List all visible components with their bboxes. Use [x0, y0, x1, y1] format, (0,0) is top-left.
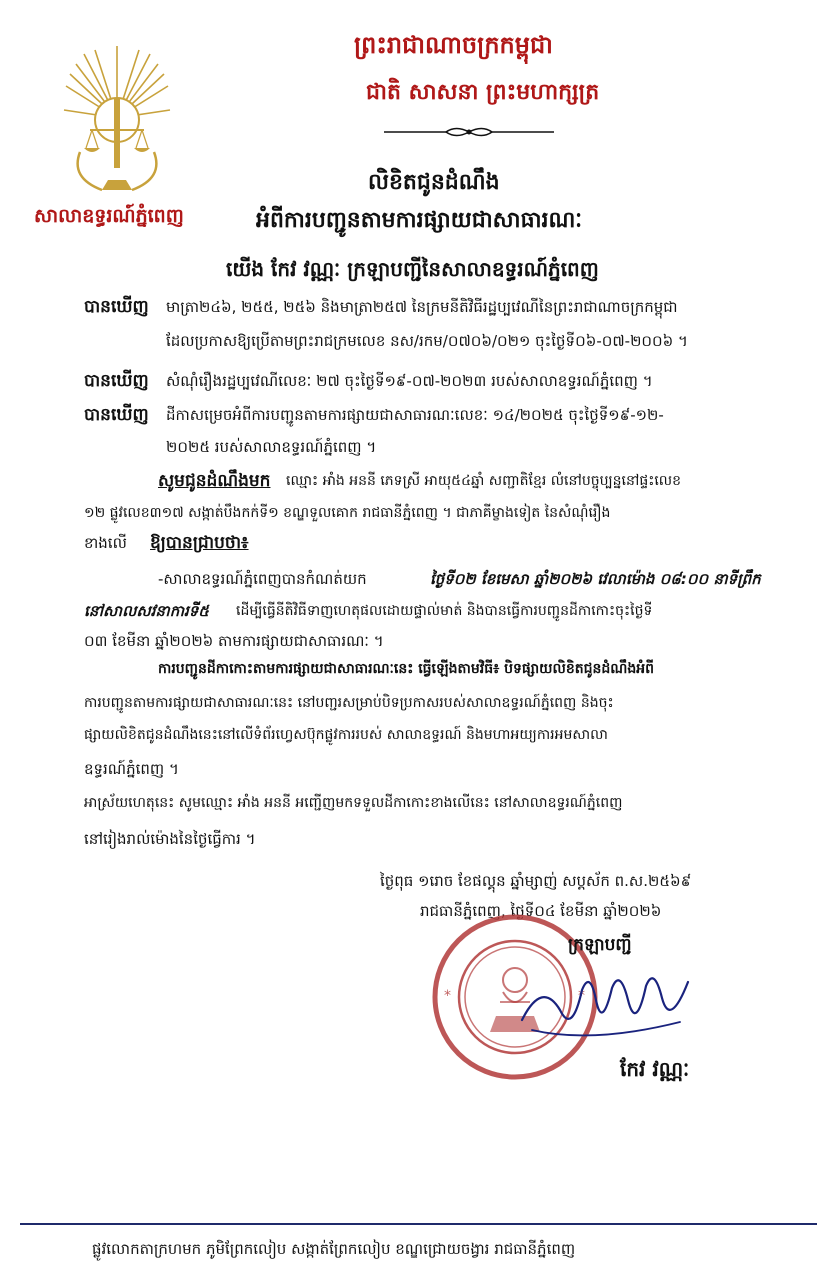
recital-1-line1: មាត្រា២៤៦, ២៥៥, ២៥៦ និងមាត្រា២៥៧ នៃក្រមនីតិវិធីរដ្ឋប្បវេណីនៃព្រះរាជាណាចក្រកម្ពុជា [166, 298, 678, 316]
issuer-line: យើង កែវ វណ្ណៈ ក្រឡាបញ្ជីនៃសាលាឧទ្ធរណ៍ភ្នំពេញ [226, 257, 599, 281]
hearing-line2-rest: ដើម្បីធ្វើនីតិវិធីទាញហេតុផលដោយផ្ទាល់មាត់ និងបានធ្វើការបញ្ជូនដីកាកោះចុះថ្ងៃទី [236, 603, 653, 619]
footer-address: ផ្លូវលោកតាក្រហមក ភូមិព្រែកលៀប សង្កាត់ព្រែកលៀប ខណ្ឌជ្រោយចង្វារ រាជធានីភ្នំពេញ [92, 1240, 576, 1258]
court-emblem [62, 40, 172, 200]
notice-line2: ១២ ផ្លូវលេខ៣១៧ សង្កាត់បឹងកក់ទី១ ខណ្ឌទួលគោក រាជធានីភ្នំពេញ ។ ជាភាគីម្ខាងទៀត នៃសំណុំរឿង [84, 505, 611, 521]
procedure-line2: ការបញ្ជូនតាមការផ្សាយជាសាធារណៈនេះ នៅបញ្ជរសម្រាប់បិទប្រកាសរបស់សាលាឧទ្ធរណ៍ភ្នំពេញ និងចុះ [84, 695, 614, 711]
court-name: សាលាឧទ្ធរណ៍ភ្នំពេញ [34, 205, 184, 227]
notice-line3-pre: ខាងលើ [84, 534, 127, 552]
recital-1-line2: ដែលប្រកាសឱ្យប្រើតាមព្រះរាជក្រមលេខ នស/រកម/០៧០៦/០២១ ចុះថ្ងៃទី០៦-០៧-២០០៦ ។ [166, 332, 688, 350]
date-lunar: ថ្ងៃពុធ ១រោច ខែផល្គុន ឆ្នាំម្សាញ់ សប្តស័ក ព.ស.២៥៦៩ [380, 872, 692, 890]
hearing-line3: ០៣ ខែមីនា ឆ្នាំ២០២៦ តាមការផ្សាយជាសាធារណៈ ។ [84, 632, 384, 650]
header-ornament [384, 124, 554, 138]
recital-1-label: បានឃើញ [84, 297, 149, 317]
svg-text:*: * [578, 988, 585, 1004]
document-title: លិខិតជូនដំណឹង [368, 170, 500, 195]
recital-3-label: បានឃើញ [84, 405, 149, 425]
recital-2-line1: សំណុំរឿងរដ្ឋប្បវេណីលេខៈ ២៧ ចុះថ្ងៃទី១៩-០៧-២០២៣ របស់សាលាឧទ្ធរណ៍ភ្នំពេញ ។ [166, 372, 653, 390]
date-solar: រាជធានីភ្នំពេញ, ថ្ងៃទី០៤ ខែមីនា ឆ្នាំ២០២៦ [420, 902, 662, 920]
notice-lead: សូមជូនដំណឹងមក [158, 471, 271, 491]
hearing-room: នៅសាលសវនាការទី៥ [84, 602, 209, 620]
emblem-graphic [62, 40, 172, 200]
recital-3-line2: ២០២៥ របស់សាលាឧទ្ធរណ៍ភ្នំពេញ ។ [166, 438, 377, 456]
closing-line1: អាស្រ័យហេតុនេះ សូមឈ្មោះ អាំង អននី អញ្ជើញមកទទួលដីកាកោះខាងលើនេះ នៅសាលាឧទ្ធរណ៍ភ្នំពេញ [84, 795, 623, 811]
hearing-datetime: ថ្ងៃទី០២ ខែមេសា ឆ្នាំ២០២៦ វេលាម៉ោង ០៨:០០ នាទីព្រឹក [430, 570, 761, 588]
svg-text:*: * [444, 988, 451, 1004]
notice-line1: ឈ្មោះ អាំង អននី ភេទស្រី អាយុ៥៤ឆ្នាំ សញ្ជាតិខ្មែរ លំនៅបច្ចុប្បន្ននៅផ្ទះលេខ [286, 473, 682, 489]
recital-3-line1: ដីកាសម្រេចអំពីការបញ្ជូនតាមការផ្សាយជាសាធារណៈលេខៈ ១៤/២០២៥ ចុះថ្ងៃទី១៩-១២- [166, 406, 664, 424]
hearing-line1-pre: -សាលាឧទ្ធរណ៍ភ្នំពេញបានកំណត់យក [158, 570, 367, 588]
recital-2-label: បានឃើញ [84, 371, 149, 391]
document-subtitle: អំពីការបញ្ជូនតាមការផ្សាយជាសាធារណៈ [256, 208, 583, 233]
national-motto: ជាតិ សាសនា ព្រះមហាក្សត្រ [366, 80, 600, 105]
procedure-line3: ផ្សាយលិខិតជូនដំណឹងនេះនៅលើទំព័រហ្វេសប៊ុកផ្លូវការរបស់ សាលាឧទ្ធរណ៍ និងមហាអយ្យការអមសាលា [84, 727, 608, 743]
footer-rule [20, 1223, 817, 1225]
notice-inform-label: ឱ្យបានជ្រាបថា៖ [150, 533, 249, 553]
signatory-role: ក្រឡាបញ្ជី [568, 935, 632, 955]
procedure-line1: ការបញ្ជូនដីកាកោះតាមការផ្សាយជាសាធារណៈនេះ ធ្វើឡើងតាមវិធី៖ បិទផ្សាយលិខិតជូនដំណឹងអំពី [158, 661, 655, 677]
handwritten-signature [512, 960, 702, 1050]
closing-line2: នៅរៀងរាល់ម៉ោងនៃថ្ងៃធ្វើការ ។ [84, 830, 256, 848]
kingdom-heading: ព្រះរាជាណាចក្រកម្ពុជា [354, 31, 553, 59]
signatory-name: កែវ វណ្ណៈ [620, 1057, 690, 1081]
procedure-line4: ឧទ្ធរណ៍ភ្នំពេញ ។ [84, 760, 179, 778]
